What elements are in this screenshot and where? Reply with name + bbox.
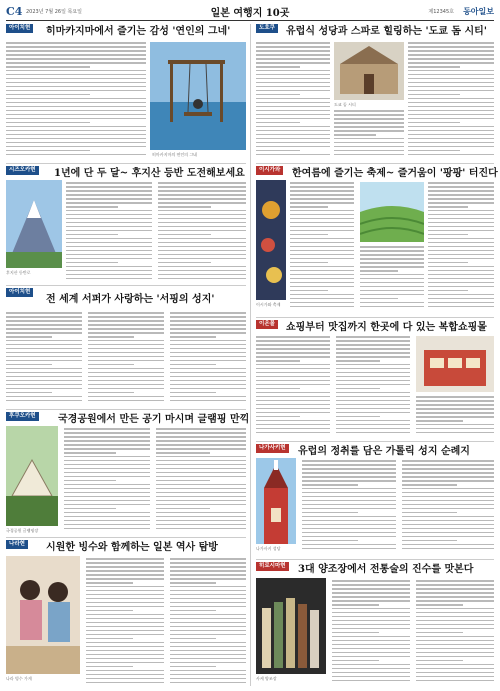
- article-body-col2: [334, 110, 404, 160]
- region-tag: 나라현: [6, 540, 28, 549]
- column-divider: [250, 24, 251, 686]
- article-fuji: [6, 166, 246, 282]
- article-aeon-mall: [256, 320, 494, 438]
- article-ishikawa-festival: [256, 166, 498, 314]
- photo-caption: 이시가와 축제: [256, 302, 281, 307]
- article-nagasaki: [256, 444, 494, 556]
- article-glamping: [6, 412, 250, 534]
- tea-field-photo: [360, 182, 424, 242]
- row-rule: [256, 559, 494, 560]
- row-rule: [256, 317, 494, 318]
- page-label: 제12345호: [428, 9, 454, 15]
- region-tag: 나가사키현: [256, 444, 289, 453]
- region-tag: 시즈오카현: [6, 166, 39, 175]
- article-body-col3: [416, 396, 494, 436]
- article-title: 유럽의 정취를 담은 가톨릭 성지 순례지: [298, 446, 470, 457]
- article-title: 1년에 단 두 달~ 후지산 등반 도전해보세요: [54, 168, 245, 179]
- photo-caption: 나가사키 성당: [256, 546, 281, 551]
- issue-date: 2023년 7월 26일 목요일: [26, 9, 83, 15]
- region-tag: 아이치현: [6, 24, 33, 33]
- article-nara: [6, 540, 246, 686]
- article-body-col2: [170, 558, 246, 686]
- header-rule: [6, 20, 494, 21]
- row-rule: [256, 163, 494, 164]
- article-body-col1: [290, 182, 354, 312]
- article-title: 3대 양조장에서 전통술의 진수를 맛본다: [298, 564, 474, 575]
- photo-caption: 국경공원 글램핑장: [6, 528, 39, 533]
- fuji-photo: [6, 180, 62, 268]
- section-title: 일본 여행지 10곳: [210, 8, 290, 19]
- article-title: 유럽식 성당과 스파로 힐링하는 '도쿄 돔 시티': [286, 26, 487, 37]
- article-body-col2: [88, 312, 164, 406]
- photo-caption: 사케 양조장: [256, 676, 277, 681]
- article-body-col1: [6, 312, 82, 406]
- photo-caption: 도쿄 돔 시티: [334, 102, 356, 107]
- article-body-col3: [408, 42, 494, 160]
- article-body-col2: [336, 336, 410, 436]
- article-title: 한여름에 즐기는 축제~ 즐거움이 '팡팡' 터진다: [292, 168, 498, 179]
- sake-photo: [256, 578, 326, 674]
- region-tag: 히로시마현: [256, 562, 289, 571]
- article-body-col1: [256, 336, 330, 436]
- region-tag: 후쿠오카현: [6, 412, 39, 421]
- article-title: 히마카지마에서 즐기는 감성 '연인의 그네': [46, 26, 231, 37]
- nara-photo: [6, 556, 80, 674]
- spa-photo: [334, 42, 404, 100]
- row-rule: [6, 537, 246, 538]
- paper-name: 동아일보: [463, 6, 494, 16]
- region-tag: 아이치현: [6, 288, 33, 297]
- article-title: 쇼핑부터 맛집까지 한곳에 다 있는 복합쇼핑몰: [286, 322, 487, 333]
- region-tag: 이온몰: [256, 320, 278, 329]
- article-title: 국경공원에서 만든 공기 마시며 글램핑 만끽: [58, 414, 250, 425]
- glamping-photo: [6, 426, 58, 526]
- article-body-col3: [428, 182, 494, 312]
- article-body-col2: [402, 460, 494, 554]
- cathedral-photo: [256, 458, 296, 544]
- article-tokyo-dome: [256, 24, 494, 160]
- article-body-col1: [86, 558, 164, 686]
- row-rule: [256, 441, 494, 442]
- article-body-col2: [156, 428, 246, 532]
- photo-caption: 후지산 등반로: [6, 270, 31, 275]
- article-body-col1: [64, 428, 150, 532]
- article-body-col1: [256, 42, 330, 160]
- page-number: C4: [6, 5, 23, 18]
- article-body-col1: [332, 580, 410, 684]
- region-tag: 이시가와: [256, 166, 283, 175]
- article-body-col1: [302, 460, 396, 554]
- row-rule: [6, 163, 246, 164]
- row-rule: [6, 409, 246, 410]
- article-body-col2: [416, 580, 494, 684]
- article-body-col1: [66, 182, 152, 282]
- article-himakajima: [6, 24, 246, 160]
- page-header: [6, 3, 494, 19]
- article-body-col3: [170, 312, 246, 406]
- article-title: 시원한 빙수와 함께하는 일본 역사 탐방: [46, 542, 218, 553]
- article-body-col2: [360, 246, 424, 312]
- article-hiroshima-sake: [256, 562, 494, 686]
- swing-photo: [150, 42, 246, 150]
- region-tag: 도호쿠: [256, 24, 278, 33]
- article-title: 전 세계 서퍼가 사랑하는 '서핑의 성지': [46, 294, 215, 305]
- article-body: [6, 42, 146, 160]
- row-rule: [6, 285, 246, 286]
- mall-photo: [416, 336, 494, 392]
- article-surfing: [6, 288, 246, 406]
- article-body-col2: [158, 182, 246, 282]
- photo-caption: 히마카지마의 연인의 그네: [152, 152, 198, 157]
- festival-photo: [256, 180, 286, 300]
- photo-caption: 나라 빙수 가게: [6, 676, 32, 681]
